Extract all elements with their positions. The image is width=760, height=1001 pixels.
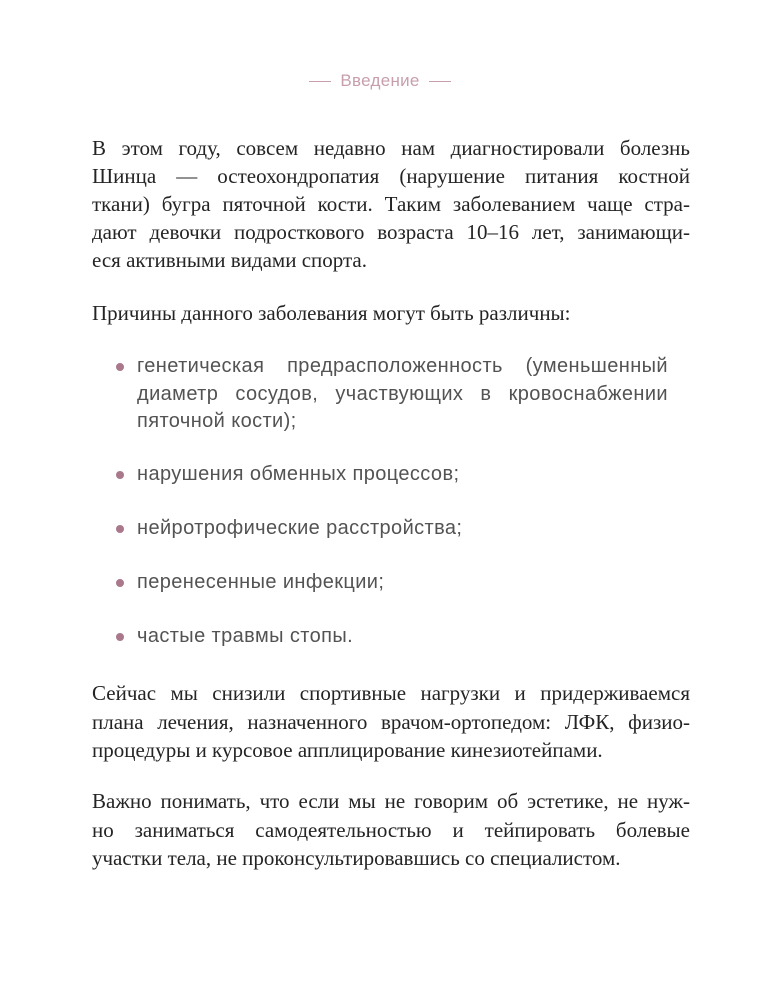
list-item: [137, 461, 668, 489]
chapter-title: Введение: [340, 71, 420, 90]
intro-paragraph: [92, 134, 690, 274]
paragraph-line: еся активными видами спорта.: [92, 248, 367, 272]
advice-paragraph: [92, 787, 690, 873]
list-item-line: перенесенные инфекции;: [137, 571, 385, 593]
list-item-line: генетическая предрасположенность (уменьшенный: [137, 355, 668, 377]
paragraph-line: процедуры и курсовое апплицирование кинезиотейпами.: [92, 738, 603, 762]
list-item-line: нарушения обменных процессов;: [137, 463, 460, 485]
paragraph-line: участки тела, не проконсультировавшись со специалистом.: [92, 846, 621, 870]
list-item: [137, 623, 668, 651]
paragraph-line: ткани) бугра пяточной кости. Таким заболеванием чаще стра-: [92, 192, 690, 216]
list-item-line: пяточной кости);: [137, 410, 297, 432]
treatment-paragraph: [92, 679, 690, 765]
paragraph-line: плана лечения, назначенного врачом-ортопедом: ЛФК, физио-: [92, 709, 690, 734]
bullet-dot-icon: [116, 471, 124, 479]
header-rule-left: [309, 81, 331, 82]
list-item: [137, 353, 668, 436]
paragraph-line: но заниматься самодеятельностью и тейпировать болевые: [92, 817, 690, 842]
paragraph-line: дают девочки подросткового возраста 10–16 лет, занимающи-: [92, 220, 690, 244]
bullet-dot-icon: [116, 363, 124, 371]
bullet-dot-icon: [116, 633, 124, 641]
chapter-header: [0, 70, 760, 92]
bullet-dot-icon: [116, 525, 124, 533]
list-item-line: нейротрофические расстройства;: [137, 517, 463, 539]
list-item: [137, 569, 668, 597]
list-item-line: частые травмы стопы.: [137, 625, 354, 647]
paragraph-line: Сейчас мы снизили спортивные нагрузки и придерживаемся: [92, 681, 690, 705]
causes-lead-paragraph: [92, 299, 690, 327]
paragraph-line: Шинца — остеохондропатия (нарушение питания костной: [92, 164, 690, 188]
header-rule-right: [429, 81, 451, 82]
list-item: [137, 515, 668, 543]
paragraph-line: В этом году, совсем недавно нам диагностировали болезнь: [92, 136, 690, 160]
paragraph-line: Важно понимать, что если мы не говорим об эстетике, не нуж-: [92, 789, 690, 813]
paragraph-line: Причины данного заболевания могут быть различны:: [92, 301, 571, 325]
list-item-line: диаметр сосудов, участвующих в кровоснабжении: [137, 382, 668, 405]
bullet-dot-icon: [116, 579, 124, 587]
